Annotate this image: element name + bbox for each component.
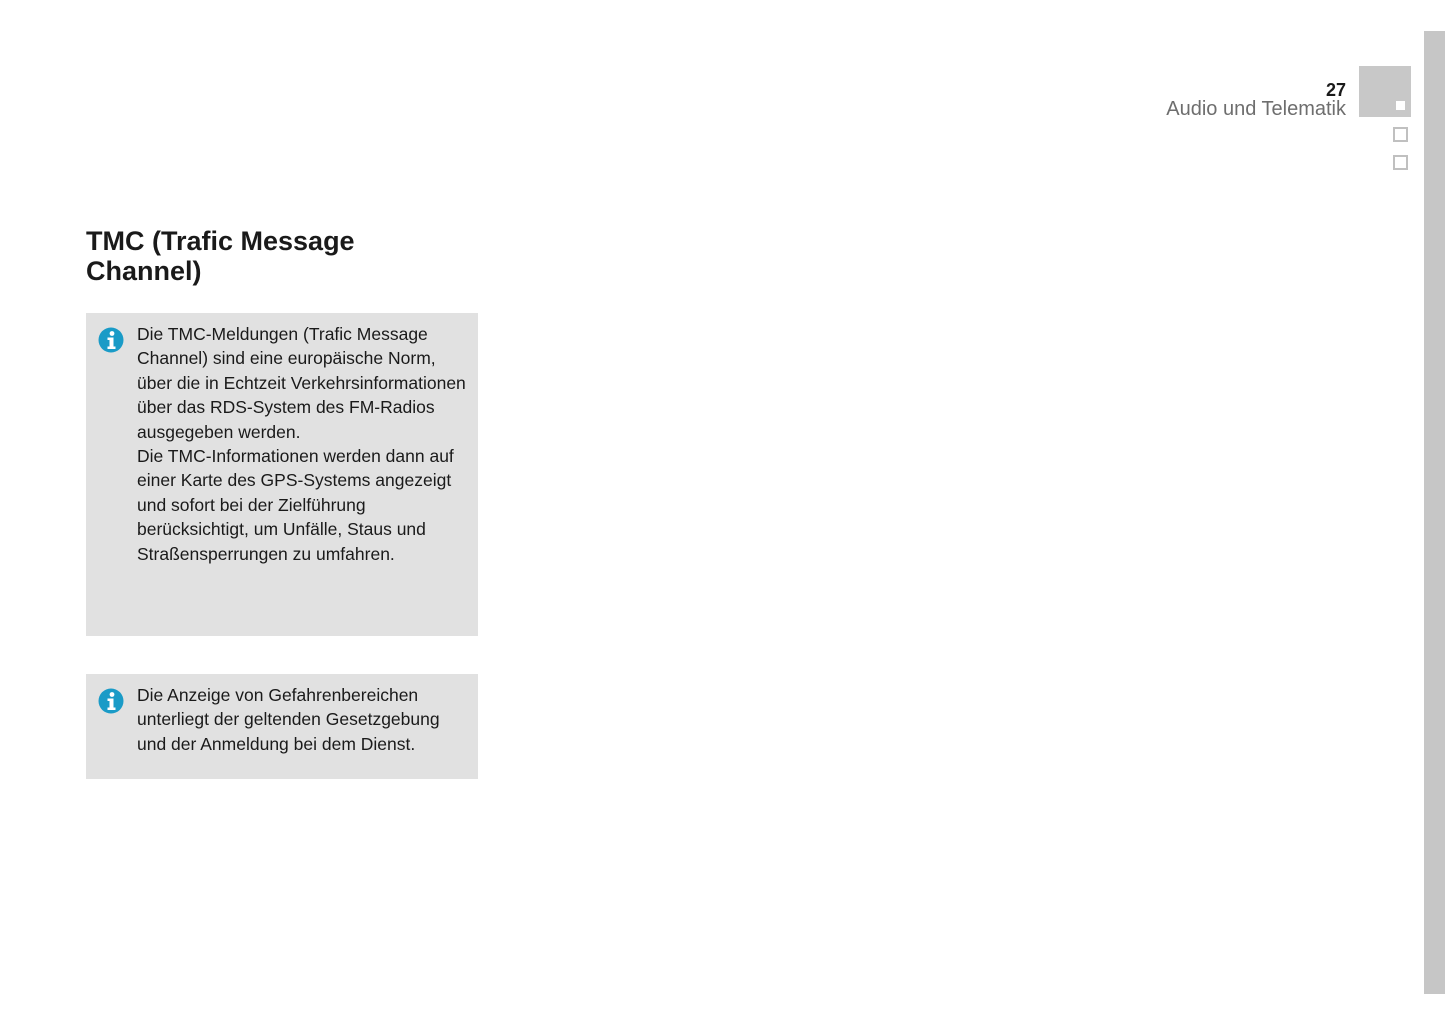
info-note (86, 313, 478, 636)
note-paragraph: Die TMC-Informationen werden dann auf einer Karte des GPS-Systems angezeigt und sofort bei der Zielführung berücksichtigt, um Unfälle, Staus und Straßensperrungen zu umfahren. (137, 446, 454, 564)
chapter-tab-inactive (1393, 155, 1408, 170)
info-note (86, 674, 478, 779)
note-text (137, 322, 472, 566)
heading-line-1: TMC (Trafic Message (86, 226, 355, 256)
page-heading (86, 226, 486, 286)
info-icon (98, 327, 124, 353)
note-paragraph: Die Anzeige von Gefahrenbereichen unterliegt der geltenden Gesetzgebung und der Anmeldung bei dem Dienst. (137, 685, 440, 754)
info-icon (98, 688, 124, 714)
note-paragraph: Die TMC-Meldungen (Trafic Message Channel) sind eine europäische Norm, über die in Echtzeit Verkehrsinformationen über das RDS-System des FM-Radios ausgegeben werden. (137, 324, 466, 442)
note-text (137, 683, 472, 756)
page-number: 27 (1325, 80, 1346, 100)
heading-line-2: Channel) (86, 256, 202, 286)
chapter-tab-inactive (1393, 127, 1408, 142)
chapter-tab-marker (1396, 101, 1405, 110)
section-title: Audio und Telematik (1166, 98, 1346, 120)
chapter-tab-active (1359, 66, 1411, 117)
page-edge-bar (1424, 31, 1445, 994)
